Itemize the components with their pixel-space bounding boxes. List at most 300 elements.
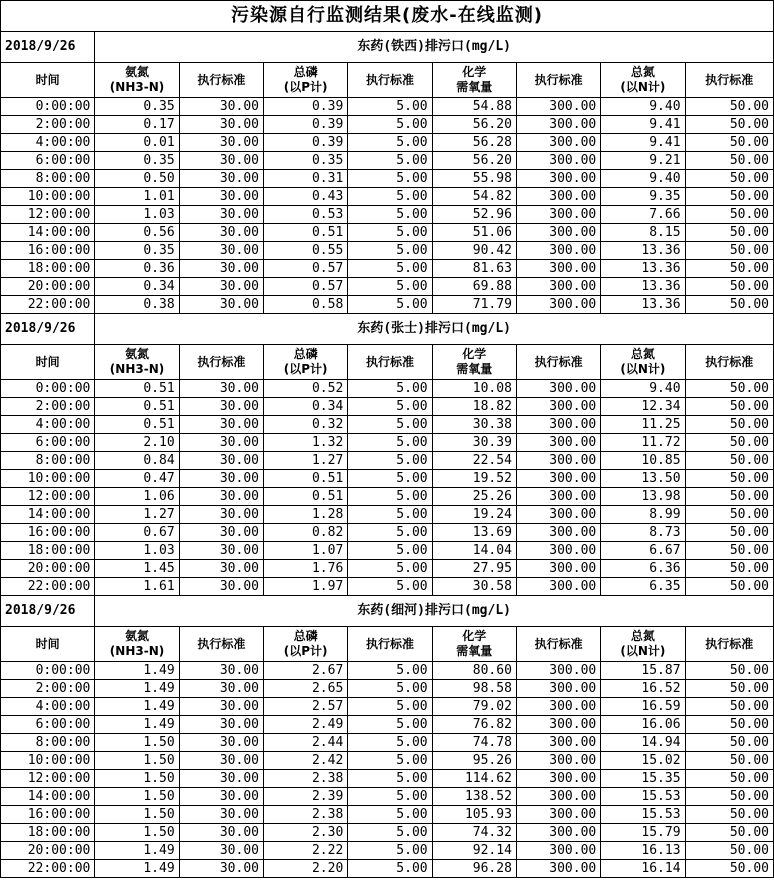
column-header-line1: 执行标准 xyxy=(534,354,583,369)
value-cell: 30.00 xyxy=(179,260,263,278)
table-row xyxy=(1,752,774,770)
value-cell: 11.25 xyxy=(601,416,685,434)
value-cell: 30.00 xyxy=(179,734,263,752)
value-cell: 0.35 xyxy=(95,152,179,170)
table-row xyxy=(1,116,774,134)
value-cell: 30.00 xyxy=(179,578,263,596)
value-cell: 30.00 xyxy=(179,188,263,206)
column-header-line1: 总氮 xyxy=(630,65,655,79)
value-cell: 5.00 xyxy=(348,170,432,188)
value-cell: 0.51 xyxy=(263,470,347,488)
value-cell: 5.00 xyxy=(348,506,432,524)
value-cell: 98.58 xyxy=(432,680,516,698)
table-row xyxy=(1,188,774,206)
table-row xyxy=(1,542,774,560)
value-cell: 9.41 xyxy=(601,116,685,134)
value-cell: 30.00 xyxy=(179,224,263,242)
value-cell: 30.00 xyxy=(179,560,263,578)
value-cell: 300.00 xyxy=(516,416,600,434)
value-cell: 30.00 xyxy=(179,524,263,542)
value-cell: 30.00 xyxy=(179,206,263,224)
value-cell: 5.00 xyxy=(348,116,432,134)
value-cell: 13.50 xyxy=(601,470,685,488)
value-cell: 5.00 xyxy=(348,680,432,698)
table-row xyxy=(1,260,774,278)
value-cell: 5.00 xyxy=(348,134,432,152)
value-cell: 6.35 xyxy=(601,578,685,596)
column-header-line1: 化学 xyxy=(462,65,487,79)
value-cell: 0.38 xyxy=(95,296,179,314)
value-cell: 50.00 xyxy=(685,770,773,788)
value-cell: 79.02 xyxy=(432,698,516,716)
value-cell: 5.00 xyxy=(348,260,432,278)
value-cell: 2.38 xyxy=(263,806,347,824)
time-cell: 4:00:00 xyxy=(1,416,95,434)
value-cell: 6.67 xyxy=(601,542,685,560)
value-cell: 300.00 xyxy=(516,842,600,860)
column-header xyxy=(432,627,516,662)
value-cell: 9.40 xyxy=(601,98,685,116)
value-cell: 5.00 xyxy=(348,416,432,434)
value-cell: 19.24 xyxy=(432,506,516,524)
value-cell: 0.39 xyxy=(263,134,347,152)
table-row xyxy=(1,452,774,470)
value-cell: 95.26 xyxy=(432,752,516,770)
value-cell: 0.35 xyxy=(263,152,347,170)
table-row xyxy=(1,488,774,506)
column-header-line2: 需氧量 xyxy=(456,362,493,376)
table-row xyxy=(1,416,774,434)
column-header xyxy=(348,627,432,662)
column-header-line2: (以P计) xyxy=(283,362,328,376)
value-cell: 50.00 xyxy=(685,206,773,224)
column-header-line1: 执行标准 xyxy=(705,636,754,651)
table-row xyxy=(1,134,774,152)
time-cell: 0:00:00 xyxy=(1,662,95,680)
value-cell: 50.00 xyxy=(685,860,773,878)
value-cell: 300.00 xyxy=(516,578,600,596)
column-header-line1: 化学 xyxy=(462,347,487,361)
value-cell: 30.00 xyxy=(179,470,263,488)
value-cell: 30.00 xyxy=(179,278,263,296)
value-cell: 30.00 xyxy=(179,134,263,152)
column-header xyxy=(516,345,600,380)
table-row xyxy=(1,734,774,752)
value-cell: 2.44 xyxy=(263,734,347,752)
value-cell: 52.96 xyxy=(432,206,516,224)
value-cell: 0.36 xyxy=(95,260,179,278)
value-cell: 300.00 xyxy=(516,98,600,116)
table-row xyxy=(1,434,774,452)
value-cell: 30.00 xyxy=(179,416,263,434)
value-cell: 1.28 xyxy=(263,506,347,524)
value-cell: 50.00 xyxy=(685,188,773,206)
value-cell: 50.00 xyxy=(685,134,773,152)
table-row xyxy=(1,788,774,806)
value-cell: 300.00 xyxy=(516,824,600,842)
value-cell: 50.00 xyxy=(685,506,773,524)
value-cell: 13.36 xyxy=(601,242,685,260)
value-cell: 16.06 xyxy=(601,716,685,734)
table-row xyxy=(1,296,774,314)
column-header xyxy=(179,627,263,662)
value-cell: 2.30 xyxy=(263,824,347,842)
section-outlet: 东药(张士)排污口(mg/L) xyxy=(95,314,774,345)
value-cell: 300.00 xyxy=(516,662,600,680)
value-cell: 5.00 xyxy=(348,452,432,470)
value-cell: 50.00 xyxy=(685,470,773,488)
value-cell: 30.00 xyxy=(179,152,263,170)
column-header-line2: (以N计) xyxy=(620,362,666,376)
column-header-line2: (以N计) xyxy=(620,644,666,658)
table-row xyxy=(1,680,774,698)
column-header xyxy=(263,345,347,380)
value-cell: 300.00 xyxy=(516,170,600,188)
table-row xyxy=(1,242,774,260)
table-row xyxy=(1,716,774,734)
section-date: 2018/9/26 xyxy=(1,314,95,345)
column-header-line1: 执行标准 xyxy=(534,636,583,651)
value-cell: 50.00 xyxy=(685,152,773,170)
value-cell: 1.03 xyxy=(95,542,179,560)
value-cell: 30.00 xyxy=(179,698,263,716)
value-cell: 2.42 xyxy=(263,752,347,770)
value-cell: 300.00 xyxy=(516,542,600,560)
value-cell: 55.98 xyxy=(432,170,516,188)
column-header xyxy=(685,627,773,662)
section-outlet: 东药(铁西)排污口(mg/L) xyxy=(95,32,774,63)
column-header-line1: 执行标准 xyxy=(365,636,414,651)
value-cell: 15.02 xyxy=(601,752,685,770)
value-cell: 1.50 xyxy=(95,806,179,824)
value-cell: 0.34 xyxy=(95,278,179,296)
value-cell: 300.00 xyxy=(516,698,600,716)
value-cell: 27.95 xyxy=(432,560,516,578)
value-cell: 0.84 xyxy=(95,452,179,470)
value-cell: 1.45 xyxy=(95,560,179,578)
value-cell: 0.82 xyxy=(263,524,347,542)
value-cell: 1.50 xyxy=(95,770,179,788)
value-cell: 10.08 xyxy=(432,380,516,398)
time-cell: 18:00:00 xyxy=(1,542,95,560)
column-header-line2: (以P计) xyxy=(283,80,328,94)
value-cell: 10.85 xyxy=(601,452,685,470)
value-cell: 30.00 xyxy=(179,716,263,734)
time-cell: 10:00:00 xyxy=(1,752,95,770)
value-cell: 300.00 xyxy=(516,680,600,698)
value-cell: 300.00 xyxy=(516,116,600,134)
value-cell: 1.07 xyxy=(263,542,347,560)
value-cell: 1.97 xyxy=(263,578,347,596)
value-cell: 30.00 xyxy=(179,380,263,398)
column-header xyxy=(601,627,685,662)
value-cell: 2.10 xyxy=(95,434,179,452)
value-cell: 5.00 xyxy=(348,224,432,242)
table-row xyxy=(1,380,774,398)
table-row xyxy=(1,398,774,416)
column-header xyxy=(95,345,179,380)
value-cell: 300.00 xyxy=(516,734,600,752)
value-cell: 50.00 xyxy=(685,824,773,842)
table-row xyxy=(1,224,774,242)
column-header-row xyxy=(1,63,774,98)
time-cell: 18:00:00 xyxy=(1,824,95,842)
value-cell: 0.47 xyxy=(95,470,179,488)
value-cell: 9.35 xyxy=(601,188,685,206)
time-cell: 4:00:00 xyxy=(1,134,95,152)
value-cell: 90.42 xyxy=(432,242,516,260)
column-header xyxy=(432,345,516,380)
value-cell: 16.13 xyxy=(601,842,685,860)
value-cell: 8.15 xyxy=(601,224,685,242)
value-cell: 54.88 xyxy=(432,98,516,116)
value-cell: 0.55 xyxy=(263,242,347,260)
column-header xyxy=(95,63,179,98)
table-row xyxy=(1,506,774,524)
value-cell: 1.27 xyxy=(263,452,347,470)
column-header-line1: 执行标准 xyxy=(197,72,246,87)
column-header xyxy=(179,63,263,98)
value-cell: 54.82 xyxy=(432,188,516,206)
value-cell: 81.63 xyxy=(432,260,516,278)
value-cell: 1.06 xyxy=(95,488,179,506)
table-row xyxy=(1,524,774,542)
value-cell: 5.00 xyxy=(348,578,432,596)
table-row xyxy=(1,152,774,170)
time-cell: 6:00:00 xyxy=(1,716,95,734)
column-header-line1: 执行标准 xyxy=(705,72,754,87)
value-cell: 50.00 xyxy=(685,842,773,860)
value-cell: 0.57 xyxy=(263,260,347,278)
value-cell: 114.62 xyxy=(432,770,516,788)
column-header xyxy=(348,63,432,98)
value-cell: 300.00 xyxy=(516,224,600,242)
value-cell: 15.53 xyxy=(601,806,685,824)
value-cell: 74.32 xyxy=(432,824,516,842)
value-cell: 50.00 xyxy=(685,170,773,188)
value-cell: 50.00 xyxy=(685,260,773,278)
value-cell: 8.99 xyxy=(601,506,685,524)
table-row xyxy=(1,860,774,878)
value-cell: 7.66 xyxy=(601,206,685,224)
value-cell: 30.00 xyxy=(179,170,263,188)
value-cell: 300.00 xyxy=(516,560,600,578)
value-cell: 15.53 xyxy=(601,788,685,806)
time-cell: 20:00:00 xyxy=(1,842,95,860)
value-cell: 2.65 xyxy=(263,680,347,698)
value-cell: 14.94 xyxy=(601,734,685,752)
value-cell: 9.40 xyxy=(601,380,685,398)
value-cell: 0.31 xyxy=(263,170,347,188)
value-cell: 300.00 xyxy=(516,770,600,788)
time-cell: 12:00:00 xyxy=(1,488,95,506)
value-cell: 50.00 xyxy=(685,734,773,752)
value-cell: 56.28 xyxy=(432,134,516,152)
value-cell: 5.00 xyxy=(348,296,432,314)
value-cell: 5.00 xyxy=(348,242,432,260)
time-cell: 20:00:00 xyxy=(1,560,95,578)
value-cell: 30.00 xyxy=(179,296,263,314)
value-cell: 30.00 xyxy=(179,788,263,806)
value-cell: 5.00 xyxy=(348,278,432,296)
value-cell: 50.00 xyxy=(685,752,773,770)
table-row xyxy=(1,806,774,824)
column-header xyxy=(179,345,263,380)
value-cell: 1.50 xyxy=(95,824,179,842)
value-cell: 1.03 xyxy=(95,206,179,224)
time-cell: 10:00:00 xyxy=(1,188,95,206)
value-cell: 300.00 xyxy=(516,206,600,224)
value-cell: 2.38 xyxy=(263,770,347,788)
value-cell: 50.00 xyxy=(685,116,773,134)
value-cell: 30.00 xyxy=(179,506,263,524)
column-header xyxy=(1,345,95,380)
column-header-line1: 氨氮 xyxy=(125,629,150,643)
time-cell: 6:00:00 xyxy=(1,434,95,452)
time-cell: 2:00:00 xyxy=(1,116,95,134)
value-cell: 0.67 xyxy=(95,524,179,542)
value-cell: 1.49 xyxy=(95,662,179,680)
value-cell: 1.49 xyxy=(95,698,179,716)
value-cell: 13.98 xyxy=(601,488,685,506)
value-cell: 5.00 xyxy=(348,470,432,488)
value-cell: 0.34 xyxy=(263,398,347,416)
value-cell: 30.00 xyxy=(179,488,263,506)
value-cell: 50.00 xyxy=(685,224,773,242)
value-cell: 5.00 xyxy=(348,752,432,770)
value-cell: 50.00 xyxy=(685,788,773,806)
value-cell: 1.61 xyxy=(95,578,179,596)
value-cell: 300.00 xyxy=(516,152,600,170)
value-cell: 0.51 xyxy=(95,380,179,398)
value-cell: 30.38 xyxy=(432,416,516,434)
column-header-line1: 总磷 xyxy=(293,65,318,79)
value-cell: 30.00 xyxy=(179,752,263,770)
value-cell: 5.00 xyxy=(348,524,432,542)
value-cell: 300.00 xyxy=(516,506,600,524)
value-cell: 16.14 xyxy=(601,860,685,878)
value-cell: 50.00 xyxy=(685,578,773,596)
value-cell: 0.39 xyxy=(263,116,347,134)
value-cell: 0.35 xyxy=(95,242,179,260)
table-row xyxy=(1,842,774,860)
value-cell: 76.82 xyxy=(432,716,516,734)
time-cell: 14:00:00 xyxy=(1,788,95,806)
time-cell: 8:00:00 xyxy=(1,452,95,470)
section-outlet: 东药(细河)排污口(mg/L) xyxy=(95,596,774,627)
value-cell: 2.57 xyxy=(263,698,347,716)
section-header-row xyxy=(1,314,774,345)
value-cell: 0.58 xyxy=(263,296,347,314)
value-cell: 15.35 xyxy=(601,770,685,788)
value-cell: 1.49 xyxy=(95,860,179,878)
column-header-line2: (NH3-N) xyxy=(109,644,165,658)
value-cell: 5.00 xyxy=(348,860,432,878)
title-row xyxy=(1,1,774,32)
time-cell: 22:00:00 xyxy=(1,860,95,878)
value-cell: 30.00 xyxy=(179,452,263,470)
table-row xyxy=(1,698,774,716)
value-cell: 5.00 xyxy=(348,734,432,752)
column-header xyxy=(516,63,600,98)
value-cell: 50.00 xyxy=(685,380,773,398)
value-cell: 9.41 xyxy=(601,134,685,152)
value-cell: 50.00 xyxy=(685,680,773,698)
column-header-line1: 化学 xyxy=(462,629,487,643)
value-cell: 300.00 xyxy=(516,524,600,542)
section-date: 2018/9/26 xyxy=(1,32,95,63)
section-date: 2018/9/26 xyxy=(1,596,95,627)
value-cell: 50.00 xyxy=(685,716,773,734)
value-cell: 56.20 xyxy=(432,116,516,134)
report-title: 污染源自行监测结果(废水-在线监测) xyxy=(1,1,774,32)
value-cell: 30.00 xyxy=(179,542,263,560)
value-cell: 15.79 xyxy=(601,824,685,842)
value-cell: 13.36 xyxy=(601,260,685,278)
value-cell: 50.00 xyxy=(685,698,773,716)
column-header-line1: 执行标准 xyxy=(197,354,246,369)
value-cell: 96.28 xyxy=(432,860,516,878)
value-cell: 5.00 xyxy=(348,662,432,680)
value-cell: 300.00 xyxy=(516,242,600,260)
column-header xyxy=(601,345,685,380)
time-cell: 0:00:00 xyxy=(1,98,95,116)
value-cell: 30.00 xyxy=(179,824,263,842)
value-cell: 300.00 xyxy=(516,452,600,470)
value-cell: 5.00 xyxy=(348,380,432,398)
value-cell: 5.00 xyxy=(348,542,432,560)
value-cell: 300.00 xyxy=(516,134,600,152)
column-header-line1: 执行标准 xyxy=(365,354,414,369)
value-cell: 18.82 xyxy=(432,398,516,416)
value-cell: 5.00 xyxy=(348,842,432,860)
value-cell: 300.00 xyxy=(516,380,600,398)
time-cell: 0:00:00 xyxy=(1,380,95,398)
value-cell: 1.50 xyxy=(95,734,179,752)
value-cell: 30.00 xyxy=(179,806,263,824)
value-cell: 69.88 xyxy=(432,278,516,296)
column-header xyxy=(601,63,685,98)
value-cell: 92.14 xyxy=(432,842,516,860)
column-header-line1: 执行标准 xyxy=(534,72,583,87)
value-cell: 0.01 xyxy=(95,134,179,152)
value-cell: 2.20 xyxy=(263,860,347,878)
value-cell: 51.06 xyxy=(432,224,516,242)
value-cell: 138.52 xyxy=(432,788,516,806)
value-cell: 5.00 xyxy=(348,206,432,224)
value-cell: 0.52 xyxy=(263,380,347,398)
value-cell: 2.22 xyxy=(263,842,347,860)
value-cell: 300.00 xyxy=(516,860,600,878)
value-cell: 30.00 xyxy=(179,860,263,878)
value-cell: 30.00 xyxy=(179,662,263,680)
time-cell: 14:00:00 xyxy=(1,506,95,524)
value-cell: 1.32 xyxy=(263,434,347,452)
column-header-line1: 执行标准 xyxy=(365,72,414,87)
value-cell: 5.00 xyxy=(348,770,432,788)
value-cell: 5.00 xyxy=(348,152,432,170)
value-cell: 1.49 xyxy=(95,716,179,734)
value-cell: 2.39 xyxy=(263,788,347,806)
value-cell: 1.49 xyxy=(95,842,179,860)
column-header-line2: (以N计) xyxy=(620,80,666,94)
column-header-line1: 执行标准 xyxy=(705,354,754,369)
column-header-line2: (以P计) xyxy=(283,644,328,658)
value-cell: 0.51 xyxy=(263,224,347,242)
column-header-line1: 时间 xyxy=(35,354,60,369)
time-cell: 2:00:00 xyxy=(1,398,95,416)
column-header-line2: (NH3-N) xyxy=(109,80,165,94)
